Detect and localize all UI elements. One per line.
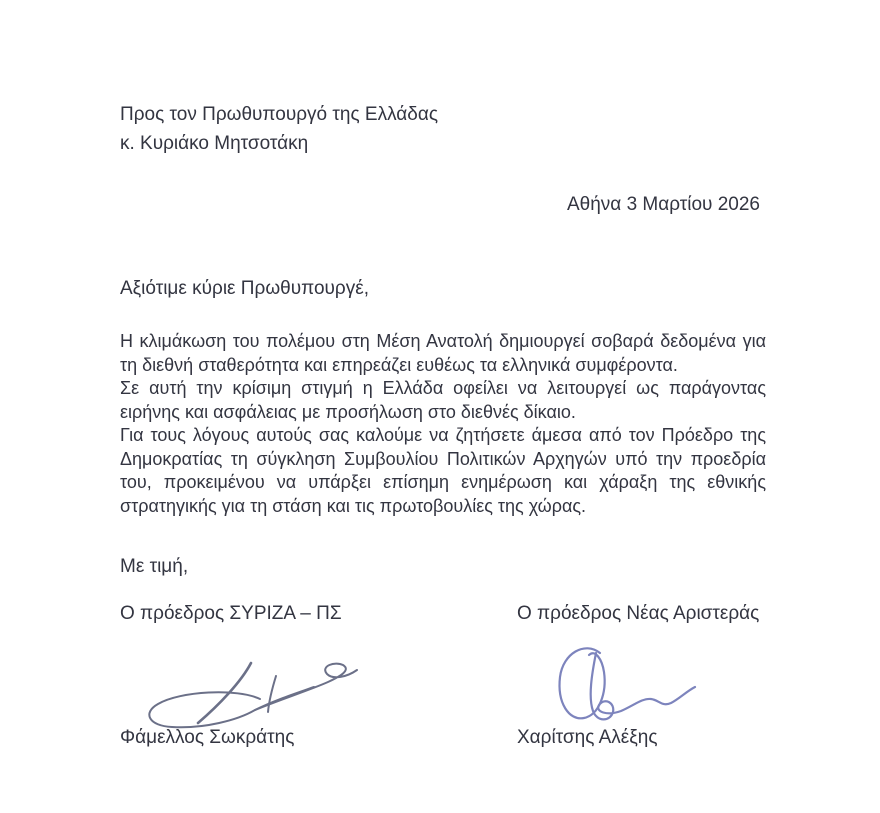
- signature-right-handwritten: [543, 641, 713, 731]
- signatory-left-title: Ο πρόεδρος ΣΥΡΙΖΑ – ΠΣ: [120, 603, 342, 624]
- signature-stroke-path: [255, 664, 357, 710]
- signatory-left: [120, 603, 400, 763]
- letter-body: [120, 330, 766, 518]
- signature-stroke-path: [268, 676, 276, 712]
- signature-stroke-path: [591, 653, 695, 719]
- recipient-line-1: Προς τον Πρωθυπουργό της Ελλάδας: [120, 104, 438, 125]
- signatory-right-title: Ο πρόεδρος Νέας Αριστεράς: [517, 603, 760, 624]
- recipient-line-2: κ. Κυριάκο Μητσοτάκη: [120, 133, 309, 154]
- signature-stroke-path: [149, 687, 314, 727]
- signature-left-handwritten: [142, 649, 364, 731]
- signatory-right: [517, 603, 797, 763]
- recipient-block: [120, 100, 438, 158]
- salutation: Αξιότιμε κύριε Πρωθυπουργέ,: [120, 278, 369, 299]
- dateline: Αθήνα 3 Μαρτίου 2026: [567, 194, 760, 215]
- signatory-right-name: Χαρίτσης Αλέξης: [517, 727, 658, 748]
- body-paragraph-1: Η κλιμάκωση του πολέμου στη Μέση Ανατολή δημιουργεί σοβαρά δεδομένα για τη διεθνή σταθερότητα και επηρεάζει ευθέως τα ελληνικά συμφέροντα.: [120, 331, 766, 375]
- closing-phrase: Με τιμή,: [120, 556, 189, 577]
- body-paragraph-2: Σε αυτή την κρίσιμη στιγμή η Ελλάδα οφείλει να λειτουργεί ως παράγοντας ειρήνης και ασφάλειας με προσήλωση στο διεθνές δίκαιο.: [120, 378, 766, 422]
- body-paragraph-3: Για τους λόγους αυτούς σας καλούμε να ζητήσετε άμεσα από τον Πρόεδρο της Δημοκρατίας τη σύγκληση Συμβουλίου Πολιτικών Αρχηγών υπό την προεδρία του, προκειμένου να υπάρξει επίσημη ενημέρωση και χάραξη της εθνικής στρατηγικής για τη στάση και τις πρωτοβουλίες της χώρας.: [120, 425, 766, 516]
- signatory-left-name: Φάμελλος Σωκράτης: [120, 727, 295, 748]
